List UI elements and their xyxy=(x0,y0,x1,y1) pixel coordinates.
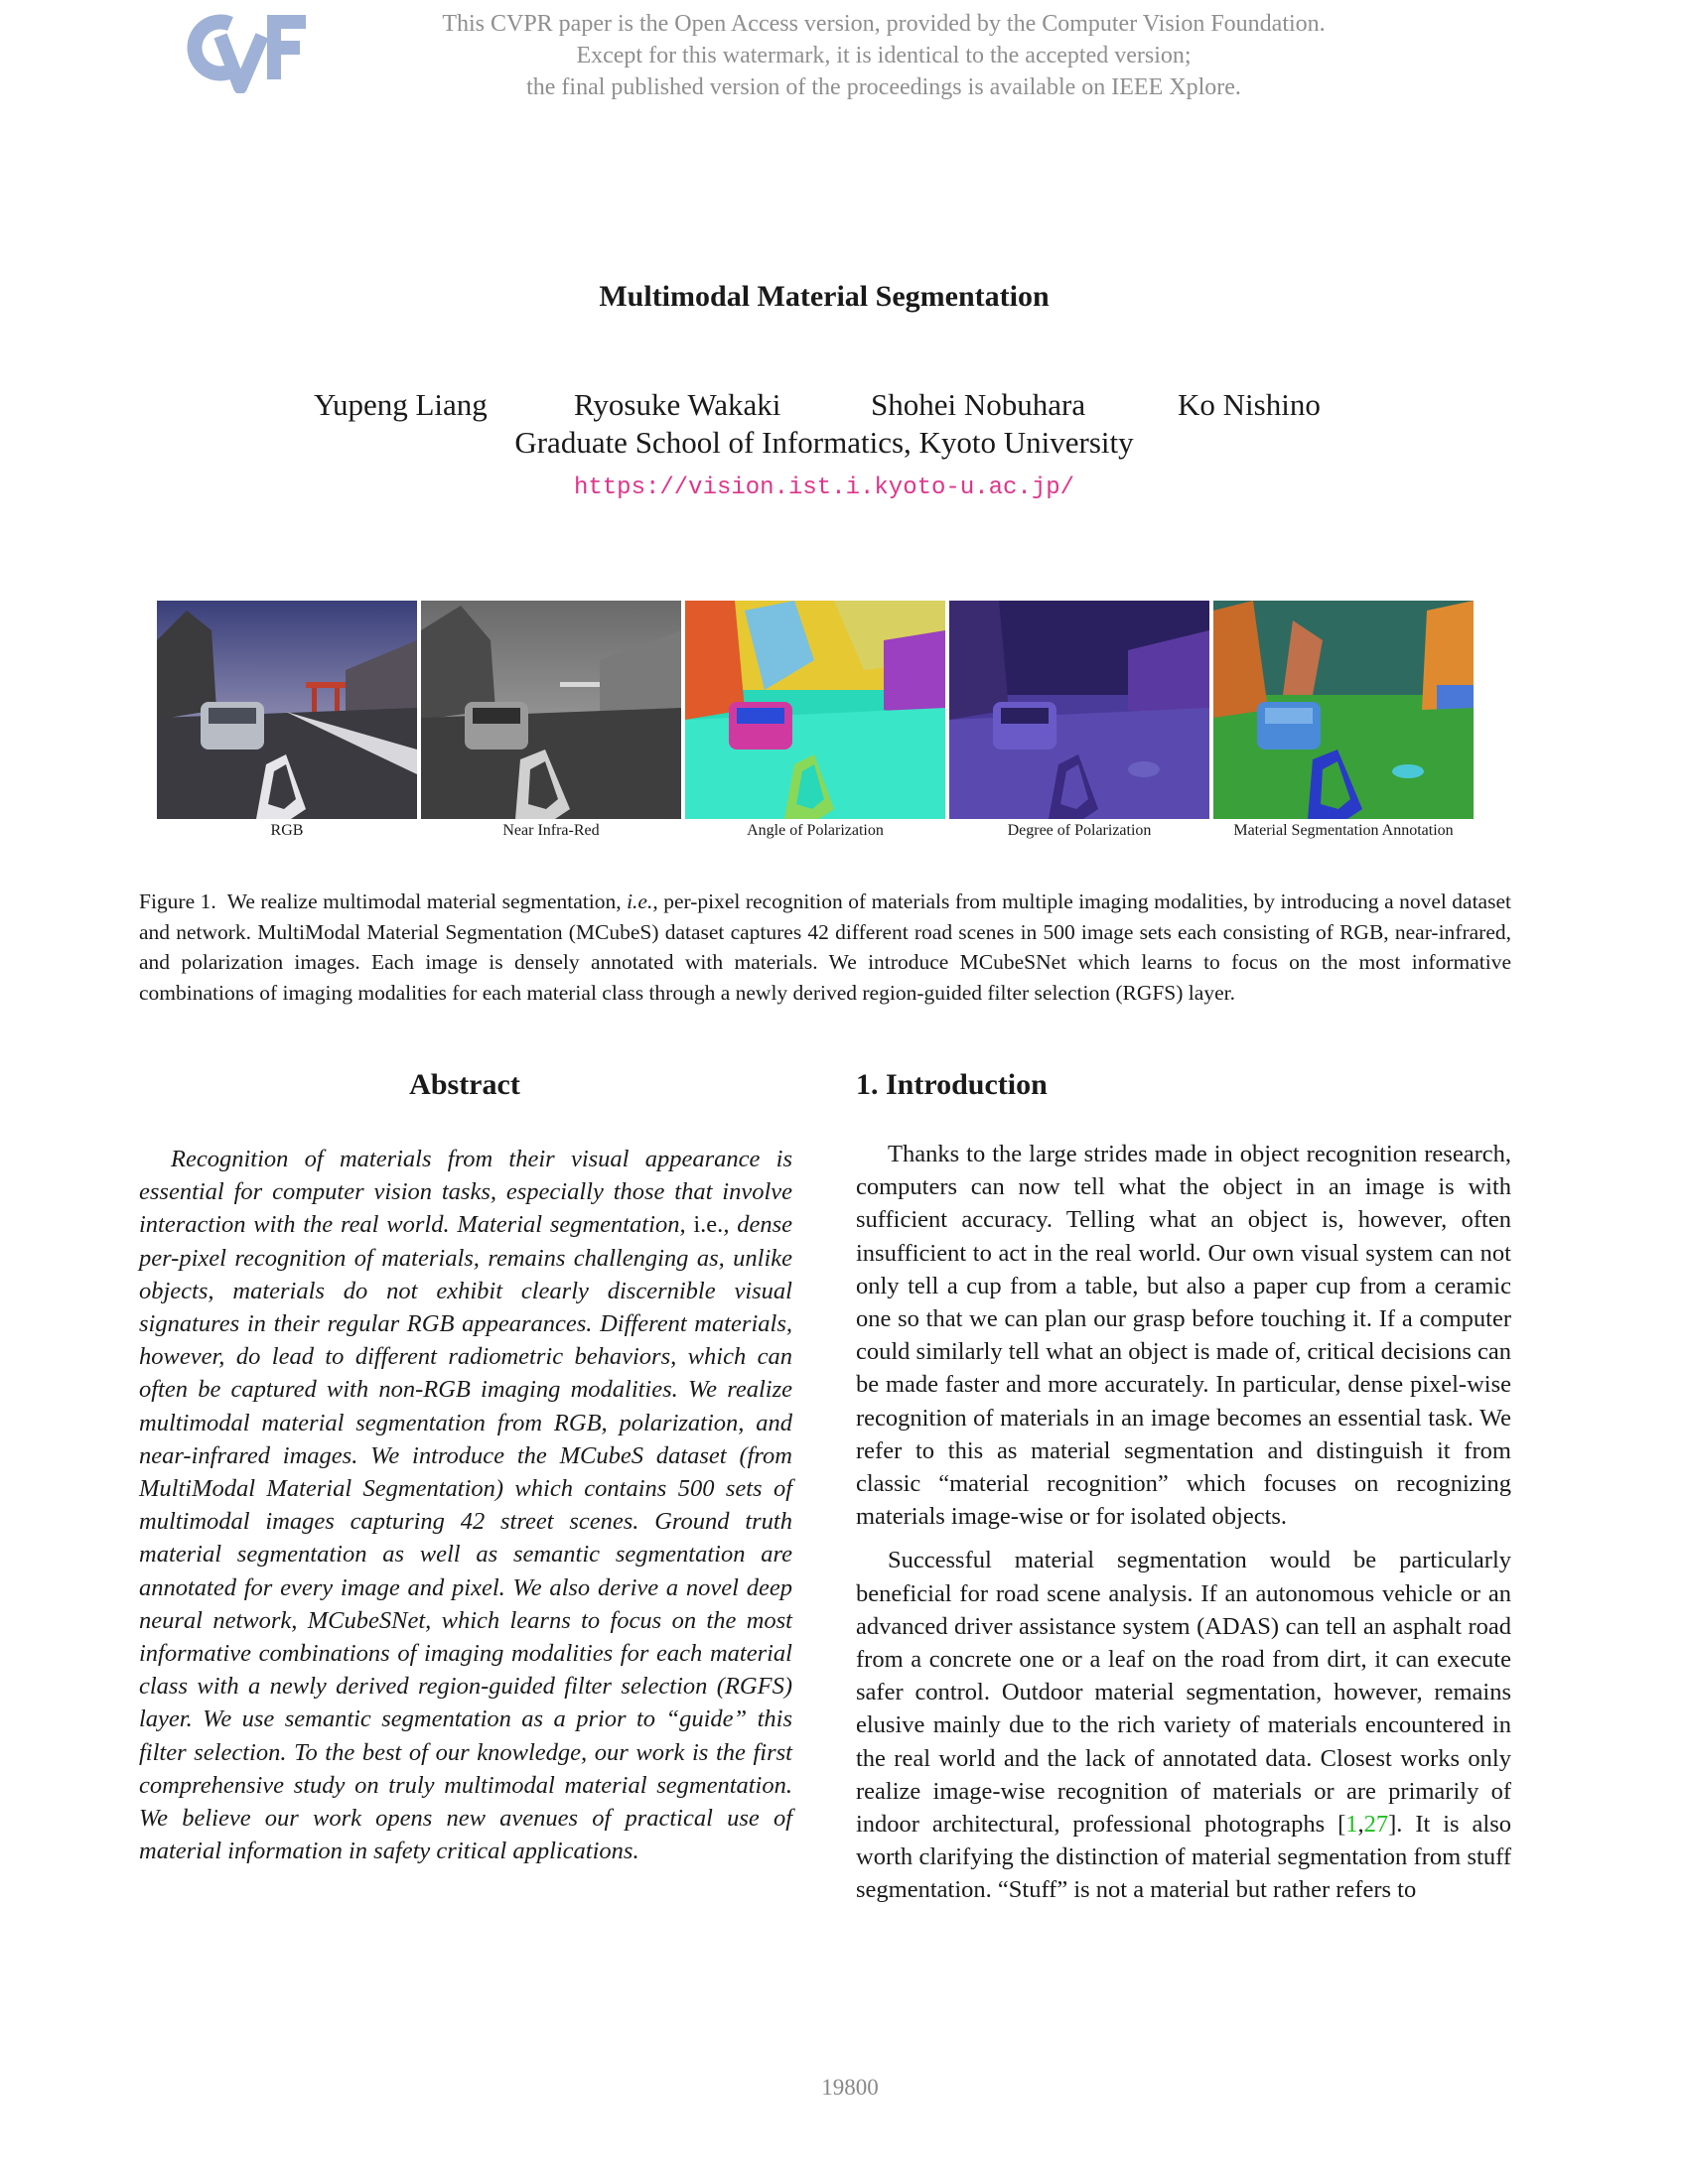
abstract-text: Recognition of materials from their visual appearance is essential for computer vision tasks, especially those that involve interaction with the real world. Material segmentation, xyxy=(139,1146,792,1239)
introduction-text: ]. It is also worth clarifying the distinction of material segmentation from stuff segmentation. “Stuff” is not a material but rather refers to xyxy=(856,1811,1511,1904)
near-infrared-image xyxy=(421,601,681,819)
citation-separator: , xyxy=(1357,1811,1364,1839)
figure-panel-label: Material Segmentation Annotation xyxy=(1233,822,1454,839)
caption-text: We realize multimodal material segmentation, xyxy=(226,889,628,913)
caption-text: i.e. xyxy=(627,889,653,913)
abstract-text: i.e. xyxy=(693,1211,724,1239)
introduction-paragraph: Thanks to the large strides made in object recognition research, computers can now tell what the object in an image is with sufficient accuracy. Telling what an object is, however, often insufficient to act in the real world. Our own visual system can not only tell a cup from a table, but also a paper cup from a ceramic one so that we can plan our grasp before touching it. If a computer could similarly tell what an object is made of, critical decisions can be made faster and more accurately. In particular, dense pixel-wise recognition of materials in an image becomes an essential task. We refer to this as material segmentation and distinguish it from classic “material recognition” which focuses on recognizing materials image-wise or for isolated objects. xyxy=(856,1141,1511,1531)
affiliation: Graduate School of Informatics, Kyoto University xyxy=(514,425,1134,460)
angle-of-polarization-image xyxy=(685,601,945,819)
paper-title: Multimodal Material Segmentation xyxy=(599,280,1050,313)
cvf-logo xyxy=(179,10,310,93)
rgb-image xyxy=(157,601,417,819)
figure-caption xyxy=(139,887,1511,1008)
figure-panel-label: Angle of Polarization xyxy=(747,822,884,839)
introduction-text: Successful material segmentation would be particularly beneficial for road scene analysis. If an autonomous vehicle or an advanced driver assistance system (ADAS) can tell an asphalt road from a concrete one or a leaf on the road from dirt, it can execute safer control. Outdoor material segmentation, however, remains elusive mainly due to the rich variety of materials encountered in the real world and the lack of annotated data. Closest works only realize image-wise recognition of materials or are primarily of indoor architectural, professional photographs [ xyxy=(856,1547,1511,1839)
author-name: Yupeng Liang xyxy=(314,387,488,422)
watermark-line: the final published version of the proceedings is available on IEEE Xplore. xyxy=(526,74,1241,100)
page-number: 19800 xyxy=(821,2075,879,2100)
caption-text: , per-pixel recognition of materials from multiple imaging modalities, by introducing a novel dataset and network. MultiModal Material Segmentation (MCubeS) dataset captures 42 different road scenes in 500 image sets each consisting of RGB, near-infrared, and polarization images. Each image is densely annotated with materials. We introduce MCubeSNet which learns to focus on the most informative combinations of imaging modalities for each material class through a newly derived region-guided filter selection (RGFS) layer. xyxy=(139,889,1511,1005)
introduction-heading: 1. Introduction xyxy=(856,1068,1048,1101)
figure-panel-label: Degree of Polarization xyxy=(1007,822,1152,839)
caption-label: Figure 1. xyxy=(139,889,216,913)
open-access-watermark xyxy=(338,8,1430,103)
figure-panel-label: RGB xyxy=(270,822,304,839)
figure-1 xyxy=(157,601,1473,839)
author-name: Shohei Nobuhara xyxy=(871,387,1086,422)
abstract-body xyxy=(139,1143,792,1867)
lab-url-link[interactable]: https://vision.ist.i.kyoto-u.ac.jp/ xyxy=(573,475,1075,501)
figure-panel-label: Near Infra-Red xyxy=(502,822,600,839)
watermark-line: Except for this watermark, it is identical to the accepted version; xyxy=(576,43,1192,68)
author-name: Ko Nishino xyxy=(1178,387,1321,422)
material-segmentation-annotation-image xyxy=(1213,601,1474,819)
author-list xyxy=(0,387,1688,427)
introduction-paragraph xyxy=(856,1544,1511,1906)
introduction-body xyxy=(856,1138,1511,1918)
author-name: Ryosuke Wakaki xyxy=(574,387,781,422)
watermark-line: This CVPR paper is the Open Access version, provided by the Computer Vision Foundation. xyxy=(442,11,1326,37)
abstract-heading: Abstract xyxy=(409,1068,520,1101)
degree-of-polarization-image xyxy=(949,601,1209,819)
abstract-text: , dense per-pixel recognition of materials, remains challenging as, unlike objects, materials do not exhibit clearly discernible visual signatures in their regular RGB appearances. Different materials, however, do lead to different radiometric behaviors, which can often be captured with non-RGB imaging modalities. We realize multimodal material segmentation from RGB, polarization, and near-infrared images. We introduce the MCubeS dataset (from MultiModal Material Segmentation) which contains 500 sets of multimodal images capturing 42 street scenes. Ground truth material segmentation as well as semantic segmentation are annotated for every image and pixel. We also derive a novel deep neural network, MCubeSNet, which learns to focus on the most informative combinations of imaging modalities for each material class with a newly derived region-guided filter selection (RGFS) layer. We use semantic segmentation as a prior to “guide” this filter selection. To the best of our knowledge, our work is the first comprehensive study on truly multimodal material segmentation. We believe our work opens new avenues of practical use of material information in safety critical applications. xyxy=(139,1211,792,1865)
citation-link[interactable]: 27 xyxy=(1363,1811,1389,1839)
citation-link[interactable]: 1 xyxy=(1345,1811,1358,1839)
